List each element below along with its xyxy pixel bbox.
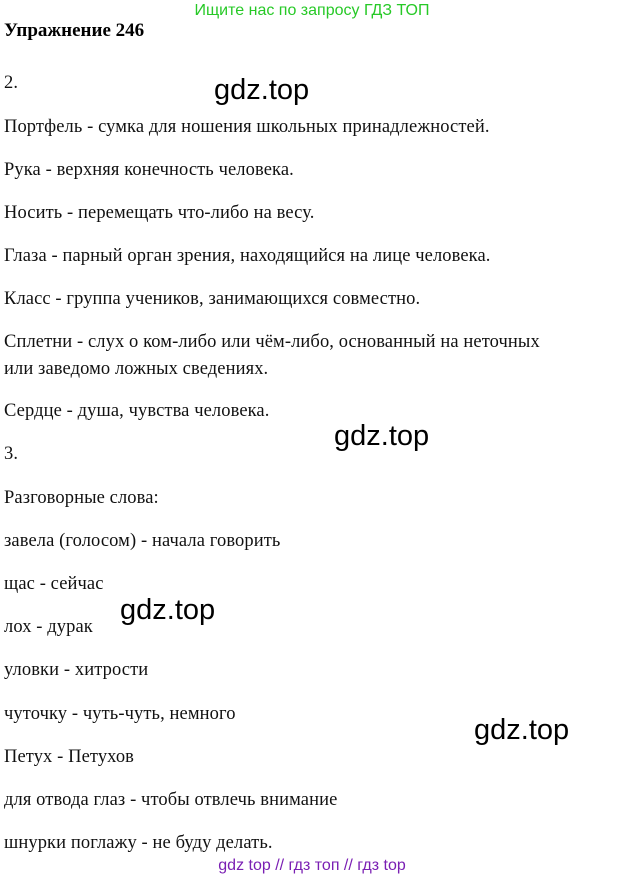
text-line: завела (голосом) - начала говорить [4,531,281,551]
text-line: Петух - Петухов [4,747,135,767]
watermark: gdz.top [334,420,430,452]
top-banner: Ищите нас по запросу ГДЗ ТОП [194,2,430,19]
section-number: 2. [4,73,19,93]
text-line: Носить - перемещать что-либо на весу. [4,203,315,223]
text-line: уловки - хитрости [4,660,149,680]
text-line: для отвода глаз - чтобы отвлечь внимание [4,790,338,810]
text-line: чуточку - чуть-чуть, немного [4,704,236,724]
watermark: gdz.top [120,594,216,626]
exercise-title: Упражнение 246 [4,20,145,41]
watermark: gdz.top [474,714,570,746]
section-number: 3. [4,444,19,464]
text-line: шнурки поглажу - не буду делать. [4,833,273,853]
text-line: Сердце - душа, чувства человека. [4,401,270,421]
text-line: щас - сейчас [4,574,104,594]
text-line: или заведомо ложных сведениях. [4,359,269,379]
text-line: Рука - верхняя конечность человека. [4,160,294,180]
text-line: Глаза - парный орган зрения, находящийся на лице человека. [4,246,491,266]
text-line: Портфель - сумка для ношения школьных принадлежностей. [4,117,490,137]
text-line: Класс - группа учеников, занимающихся совместно. [4,289,421,309]
text-line: Разговорные слова: [4,488,159,508]
text-line: Сплетни - слух о ком-либо или чём-либо, основанный на неточных [4,332,540,352]
watermark: gdz.top [214,74,310,106]
bottom-banner: gdz top // гдз топ // гдз top [218,857,406,874]
text-line: лох - дурак [4,617,93,637]
